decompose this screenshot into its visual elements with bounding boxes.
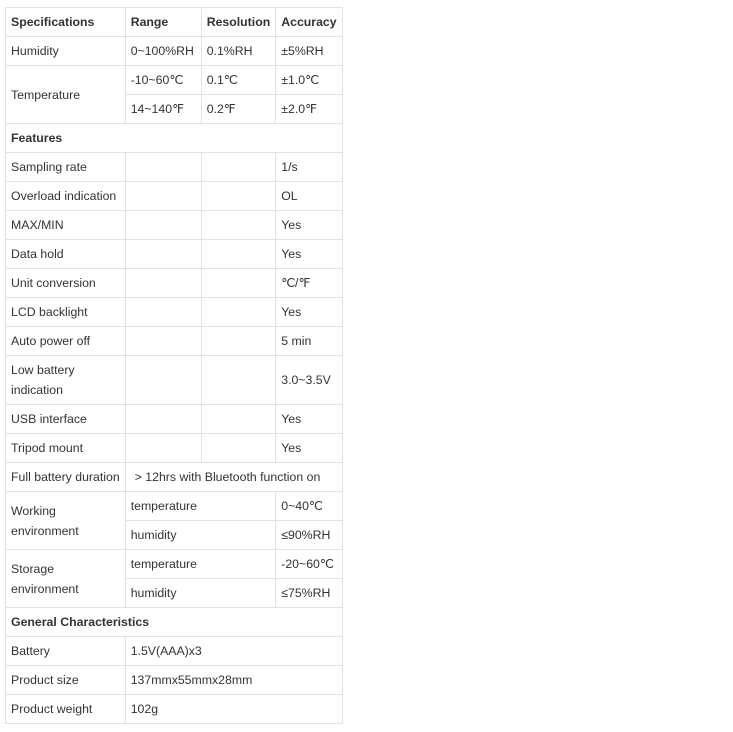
humidity-resolution: 0.1%RH	[201, 37, 276, 66]
empty-cell	[201, 327, 276, 356]
table-row	[6, 298, 343, 327]
feature-value: Yes	[276, 240, 342, 269]
empty-cell	[201, 153, 276, 182]
storage-temperature-value: -20~60℃	[276, 550, 342, 579]
table-row-humidity	[6, 37, 343, 66]
feature-label: LCD backlight	[6, 298, 126, 327]
feature-value: Yes	[276, 434, 342, 463]
feature-label: Data hold	[6, 240, 126, 269]
general-title: General Characteristics	[6, 608, 343, 637]
empty-cell	[125, 240, 201, 269]
general-label: Product size	[6, 666, 126, 695]
empty-cell	[201, 211, 276, 240]
temperature-f-resolution: 0.2℉	[201, 95, 276, 124]
storage-humidity-value: ≤75%RH	[276, 579, 342, 608]
empty-cell	[201, 182, 276, 211]
feature-label: Auto power off	[6, 327, 126, 356]
temperature-f-range: 14~140℉	[125, 95, 201, 124]
empty-cell	[201, 240, 276, 269]
full-battery-value: > 12hrs with Bluetooth function on	[125, 463, 342, 492]
feature-value: Yes	[276, 298, 342, 327]
feature-label: Overload indication	[6, 182, 126, 211]
empty-cell	[201, 405, 276, 434]
feature-value: 3.0~3.5V	[276, 356, 342, 405]
temperature-label: Temperature	[6, 66, 126, 124]
empty-cell	[201, 269, 276, 298]
section-row-features	[6, 124, 343, 153]
storage-humidity-label: humidity	[125, 579, 276, 608]
specifications-table	[5, 7, 343, 724]
empty-cell	[125, 269, 201, 298]
features-title: Features	[6, 124, 343, 153]
table-row-full-battery	[6, 463, 343, 492]
feature-value: ℃/℉	[276, 269, 342, 298]
feature-label: USB interface	[6, 405, 126, 434]
temperature-c-accuracy: ±1.0℃	[276, 66, 342, 95]
temperature-c-range: -10~60℃	[125, 66, 201, 95]
table-row-working-temperature	[6, 492, 343, 521]
table-row	[6, 637, 343, 666]
table-row	[6, 182, 343, 211]
empty-cell	[201, 434, 276, 463]
feature-value: Yes	[276, 211, 342, 240]
empty-cell	[125, 434, 201, 463]
general-value: 1.5V(AAA)x3	[125, 637, 342, 666]
empty-cell	[125, 153, 201, 182]
header-range: Range	[125, 8, 201, 37]
general-label: Product weight	[6, 695, 126, 724]
feature-value: 1/s	[276, 153, 342, 182]
humidity-label: Humidity	[6, 37, 126, 66]
header-accuracy: Accuracy	[276, 8, 342, 37]
table-row	[6, 327, 343, 356]
empty-cell	[125, 298, 201, 327]
empty-cell	[125, 356, 201, 405]
table-header-row	[6, 8, 343, 37]
working-humidity-value: ≤90%RH	[276, 521, 342, 550]
general-value: 137mmx55mmx28mm	[125, 666, 342, 695]
empty-cell	[125, 182, 201, 211]
table-row-storage-temperature	[6, 550, 343, 579]
feature-label: Unit conversion	[6, 269, 126, 298]
table-row	[6, 211, 343, 240]
feature-value: 5 min	[276, 327, 342, 356]
feature-label: MAX/MIN	[6, 211, 126, 240]
table-row	[6, 153, 343, 182]
table-row-temperature-c	[6, 66, 343, 95]
feature-value: Yes	[276, 405, 342, 434]
header-specifications: Specifications	[6, 8, 126, 37]
general-value: 102g	[125, 695, 342, 724]
humidity-accuracy: ±5%RH	[276, 37, 342, 66]
header-resolution: Resolution	[201, 8, 276, 37]
empty-cell	[201, 356, 276, 405]
table-row	[6, 356, 343, 405]
full-battery-label: Full battery duration	[6, 463, 126, 492]
feature-label: Low battery indication	[6, 356, 126, 405]
section-row-general	[6, 608, 343, 637]
storage-environment-label: Storage environment	[6, 550, 126, 608]
humidity-range: 0~100%RH	[125, 37, 201, 66]
feature-label: Sampling rate	[6, 153, 126, 182]
working-humidity-label: humidity	[125, 521, 276, 550]
general-label: Battery	[6, 637, 126, 666]
table-row	[6, 240, 343, 269]
table-row	[6, 405, 343, 434]
temperature-f-accuracy: ±2.0℉	[276, 95, 342, 124]
feature-label: Tripod mount	[6, 434, 126, 463]
empty-cell	[125, 327, 201, 356]
empty-cell	[125, 211, 201, 240]
table-row	[6, 695, 343, 724]
temperature-c-resolution: 0.1℃	[201, 66, 276, 95]
working-environment-label: Working environment	[6, 492, 126, 550]
empty-cell	[125, 405, 201, 434]
table-row	[6, 666, 343, 695]
table-row	[6, 434, 343, 463]
empty-cell	[201, 298, 276, 327]
working-temperature-value: 0~40℃	[276, 492, 342, 521]
feature-value: OL	[276, 182, 342, 211]
storage-temperature-label: temperature	[125, 550, 276, 579]
working-temperature-label: temperature	[125, 492, 276, 521]
table-row	[6, 269, 343, 298]
